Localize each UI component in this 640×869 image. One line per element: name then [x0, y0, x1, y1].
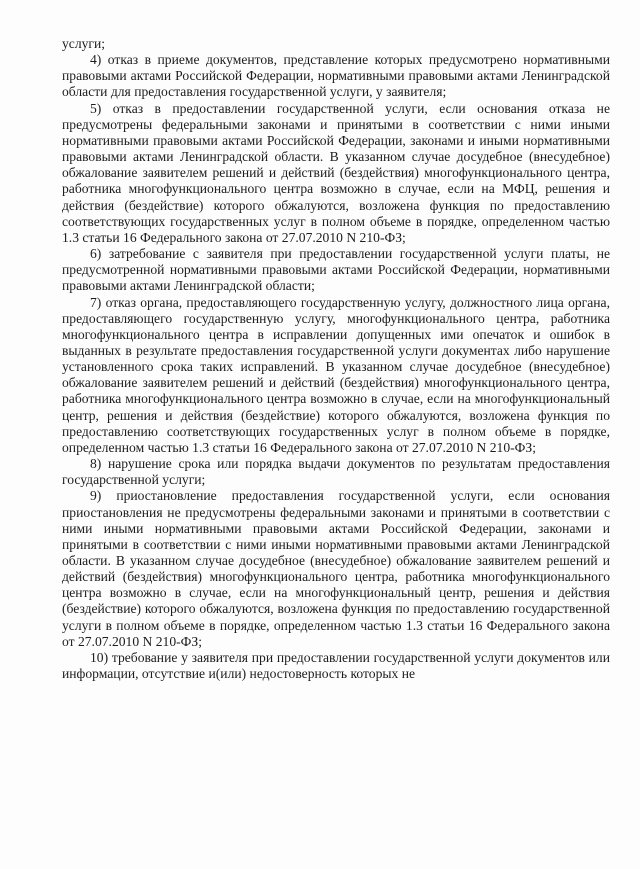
paragraph-item-10: 10) требование у заявителя при предоставлении государственной услуги документов или информации, отсутствие и(или) недостоверность которых не [62, 649, 610, 682]
paragraph-item-9: 9) приостановление предоставления государственной услуги, если основания приостановления не предусмотрены федеральными законами и принятыми в соответствии с ними иными нормативными правовыми актами Российской Федерации, законами и принятыми в соответствии с ними иными нормативными правовыми актами Ленинградской области. В указанном случае досудебное (внесудебное) обжалование заявителем решений и действий (бездействия) многофункционального центра, работника многофункционального центра возможно в случае, если на многофункциональный центр, решения и действия (бездействие) которого обжалуются, возложена функция по предоставлению государственной услуги в полном объеме в порядке, определенном частью 1.3 статьи 16 Федерального закона от 27.07.2010 N 210-ФЗ; [62, 488, 610, 649]
paragraph-item-5: 5) отказ в предоставлении государственной услуги, если основания отказа не предусмотрены федеральными законами и принятыми в соответствии с ними иными нормативными правовыми актами Российской Федерации, законами и иными нормативными правовыми актами Ленинградской области. В указанном случае досудебное (внесудебное) обжалование заявителем решений и действий (бездействия) многофункционального центра, работника многофункционального центра возможно в случае, если на МФЦ, решения и действия (бездействие) которого обжалуются, возложена функция по предоставлению соответствующих государственных услуг в полном объеме в порядке, определенном частью 1.3 статьи 16 Федерального закона от 27.07.2010 N 210-ФЗ; [62, 100, 610, 245]
paragraph-continuation: услуги; [62, 36, 106, 51]
paragraph-item-6: 6) затребование с заявителя при предоставлении государственной услуги платы, не предусмотренной нормативными правовыми актами Российской Федерации, нормативными правовыми актами Ленинградской области; [62, 246, 610, 294]
document-body [62, 36, 610, 682]
paragraph-item-8: 8) нарушение срока или порядка выдачи документов по результатам предоставления государственной услуги; [62, 456, 610, 488]
paragraph-item-7: 7) отказ органа, предоставляющего государственную услугу, должностного лица органа, предоставляющего государственную услугу, многофункционального центра, работника многофункционального центра в исправлении допущенных ими опечаток и ошибок в выданных в результате предоставления государственной услуги документах либо нарушение установленного срока таких исправлений. В указанном случае досудебное (внесудебное) обжалование заявителем решений и действий (бездействия) многофункционального центра, работника многофункционального центра возможно в случае, если на многофункциональный центр, решения и действия (бездействие) которого обжалуются, возложена функция по предоставлению соответствующих государственных услуг в полном объеме в порядке, определенном частью 1.3 статьи 16 Федерального закона от 27.07.2010 N 210-ФЗ; [62, 294, 610, 455]
paragraph-item-4: 4) отказ в приеме документов, представление которых предусмотрено нормативными правовыми актами Российской Федерации, нормативными правовыми актами Ленинградской области для предоставления государственной услуги, у заявителя; [62, 52, 610, 100]
